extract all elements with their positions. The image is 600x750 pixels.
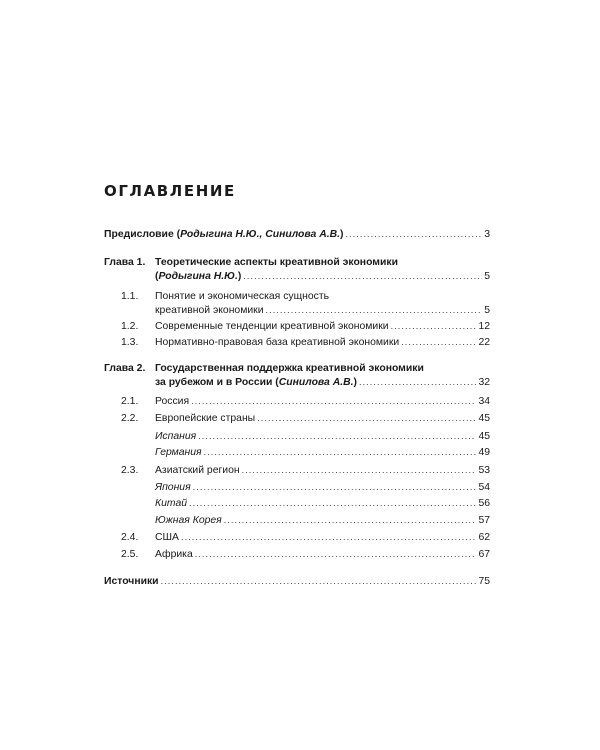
chapter-1-title: Теоретические аспекты креативной экономики <box>155 257 398 268</box>
sources-label: Источники <box>104 576 159 587</box>
toc-entry-text: Предисловие (Родыгина Н.Ю., Синилова А.В.) <box>104 229 344 240</box>
chapter-2-title-line2: за рубежом и в России <box>155 377 273 388</box>
chapter-2-title: Государственная поддержка креативной экономики <box>155 363 424 374</box>
page-title: ОГЛАВЛЕНИЕ <box>104 182 236 200</box>
toc-entry-text: за рубежом и в России (Синилова А.В.) <box>155 377 357 388</box>
page-number: 34 <box>478 396 490 407</box>
section-title: США <box>155 532 179 543</box>
page-number: 56 <box>478 498 490 509</box>
page-number: 32 <box>478 377 490 388</box>
dot-leader <box>191 395 476 408</box>
dot-leader <box>391 320 477 333</box>
page-number: 75 <box>478 576 490 587</box>
page-number: 53 <box>478 465 490 476</box>
toc-entry-subsection-spain[interactable] <box>155 430 490 443</box>
chapter-2-label: Глава 2. <box>104 363 146 374</box>
dot-leader <box>401 336 476 349</box>
toc-entry-text: (Родыгина Н.Ю.) <box>155 271 242 282</box>
subsection-title: Германия <box>155 447 202 458</box>
toc-entry-subsection-japan[interactable] <box>155 481 490 494</box>
page-number: 5 <box>484 271 490 282</box>
toc-entry-chapter-2-title[interactable] <box>155 362 424 375</box>
toc-entry-section-1-1-line1[interactable] <box>155 290 329 303</box>
section-title: Россия <box>155 396 190 407</box>
section-title: Нормативно-правовая база креативной экономики <box>155 337 400 348</box>
subsection-title: Южная Корея <box>155 515 222 526</box>
toc-entry-section-2-1[interactable] <box>155 395 490 408</box>
dot-leader <box>193 481 477 494</box>
section-number: 2.2. <box>121 413 139 424</box>
toc-entry-preface[interactable] <box>104 228 490 241</box>
toc-entry-section-2-4[interactable] <box>155 531 490 544</box>
page-number: 57 <box>478 515 490 526</box>
page-number: 54 <box>478 482 490 493</box>
toc-entry-section-2-5[interactable] <box>155 548 490 561</box>
toc-entry-chapter-2-authors[interactable] <box>155 376 490 389</box>
page-number: 12 <box>478 321 490 332</box>
subsection-title: Испания <box>155 431 197 442</box>
toc-entry-subsection-south-korea[interactable] <box>155 514 490 527</box>
page-number: 45 <box>478 431 490 442</box>
page-number: 49 <box>478 447 490 458</box>
dot-leader <box>359 376 476 389</box>
chapter-2-authors: Синилова А.В. <box>278 377 354 388</box>
section-title: Африка <box>155 549 193 560</box>
chapter-1-authors: Родыгина Н.Ю. <box>158 271 238 282</box>
section-title: Азиатский регион <box>155 465 240 476</box>
section-number: 1.2. <box>121 321 139 332</box>
dot-leader <box>198 430 476 443</box>
section-number: 2.5. <box>121 549 139 560</box>
toc-entry-subsection-china[interactable] <box>155 497 490 510</box>
section-title: Понятие и экономическая сущность <box>155 291 330 302</box>
dot-leader <box>181 531 476 544</box>
toc-entry-subsection-germany[interactable] <box>155 446 490 459</box>
toc-entry-section-2-2[interactable] <box>155 412 490 425</box>
subsection-title: Япония <box>155 482 191 493</box>
section-number: 2.3. <box>121 465 139 476</box>
section-number: 2.4. <box>121 532 139 543</box>
dot-leader <box>242 464 477 477</box>
dot-leader <box>257 412 476 425</box>
subsection-title: Китай <box>155 498 187 509</box>
toc-entry-sources[interactable] <box>104 575 490 588</box>
preface-label: Предисловие <box>104 229 174 240</box>
page-number: 67 <box>478 549 490 560</box>
section-number: 1.3. <box>121 337 139 348</box>
page-number: 5 <box>484 305 490 316</box>
toc-entry-section-1-2[interactable] <box>155 320 490 333</box>
dot-leader <box>161 575 477 588</box>
toc-entry-section-2-3[interactable] <box>155 464 490 477</box>
section-title: Современные тенденции креативной экономики <box>155 321 389 332</box>
toc-entry-chapter-1-authors[interactable] <box>155 270 490 283</box>
dot-leader <box>345 228 482 241</box>
section-number: 2.1. <box>121 396 139 407</box>
dot-leader <box>195 548 477 561</box>
chapter-1-label: Глава 1. <box>104 257 146 268</box>
page-number: 22 <box>478 337 490 348</box>
section-number: 1.1. <box>121 291 139 302</box>
section-title: креативной экономики <box>155 305 264 316</box>
page-number: 62 <box>478 532 490 543</box>
dot-leader <box>204 446 477 459</box>
dot-leader <box>266 304 483 317</box>
page-number: 45 <box>478 413 490 424</box>
toc-entry-section-1-3[interactable] <box>155 336 490 349</box>
toc-entry-section-1-1[interactable] <box>155 304 490 317</box>
dot-leader <box>224 514 477 527</box>
section-title: Европейские страны <box>155 413 256 424</box>
page-number: 3 <box>484 229 490 240</box>
preface-authors: Родыгина Н.Ю., Синилова А.В. <box>180 229 340 240</box>
toc-entry-chapter-1-title[interactable] <box>155 256 398 269</box>
dot-leader <box>189 497 476 510</box>
dot-leader <box>243 270 482 283</box>
